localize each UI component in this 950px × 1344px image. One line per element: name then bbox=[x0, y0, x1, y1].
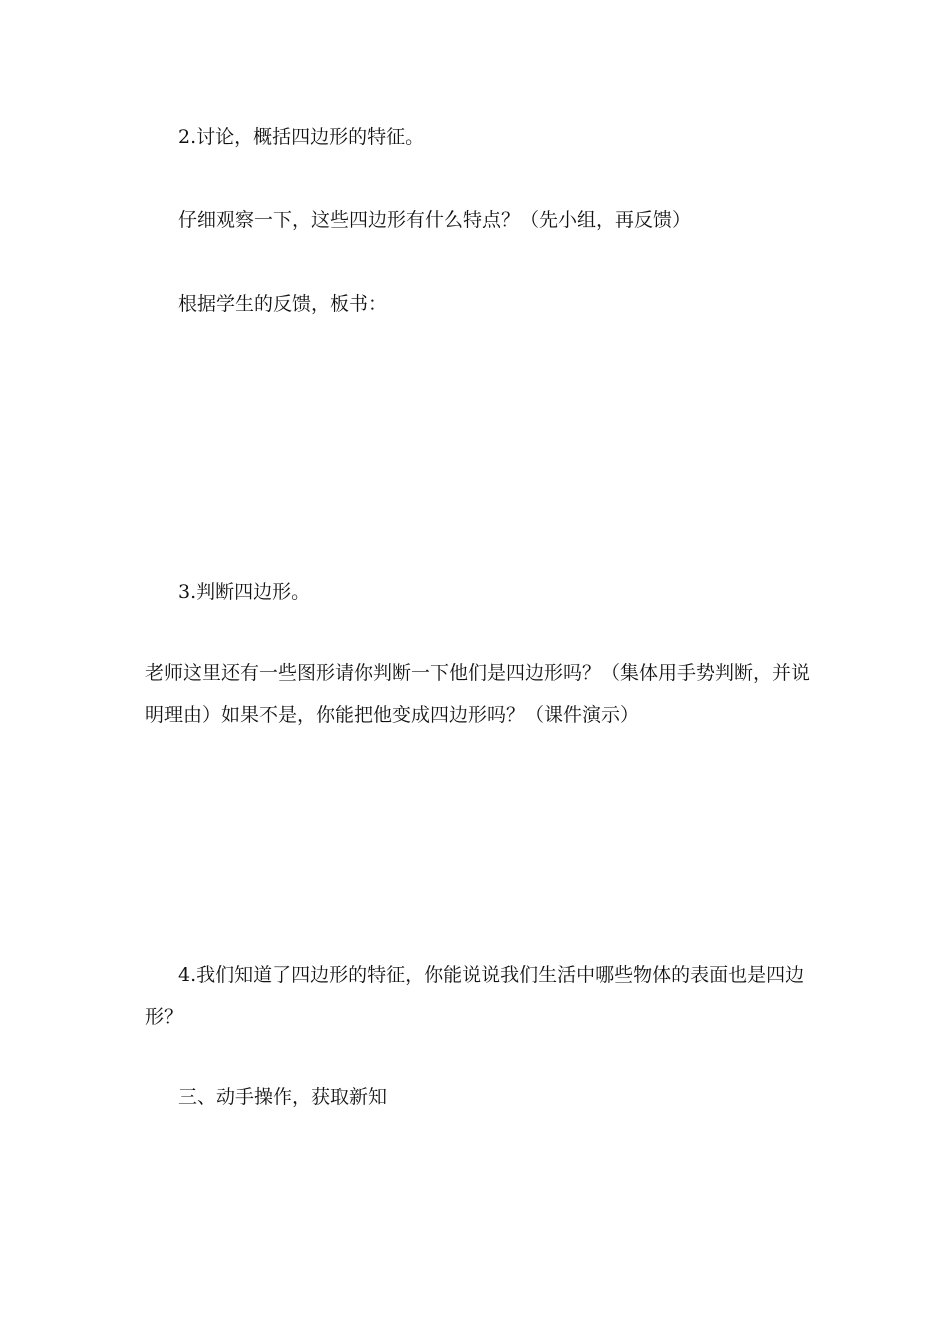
section-heading-hands-on: 三、动手操作，获取新知 bbox=[178, 1086, 388, 1108]
paragraph-discuss-features: 2.讨论，概括四边形的特征。 bbox=[178, 126, 425, 148]
paragraph-judge-quadrilateral: 3.判断四边形。 bbox=[178, 581, 311, 603]
paragraph-blackboard-note: 根据学生的反馈，板书： bbox=[178, 293, 388, 315]
paragraph-life-objects-line1: 4.我们知道了四边形的特征，你能说说我们生活中哪些物体的表面也是四边 bbox=[178, 964, 805, 986]
paragraph-life-objects-line2: 形？ bbox=[145, 1006, 184, 1028]
paragraph-observe-question: 仔细观察一下，这些四边形有什么特点？（先小组，再反馈） bbox=[178, 209, 692, 231]
paragraph-teacher-shapes-line1: 老师这里还有一些图形请你判断一下他们是四边形吗？（集体用手势判断，并说 bbox=[145, 662, 811, 684]
paragraph-teacher-shapes-line2: 明理由）如果不是，你能把他变成四边形吗？（课件演示） bbox=[145, 704, 640, 726]
